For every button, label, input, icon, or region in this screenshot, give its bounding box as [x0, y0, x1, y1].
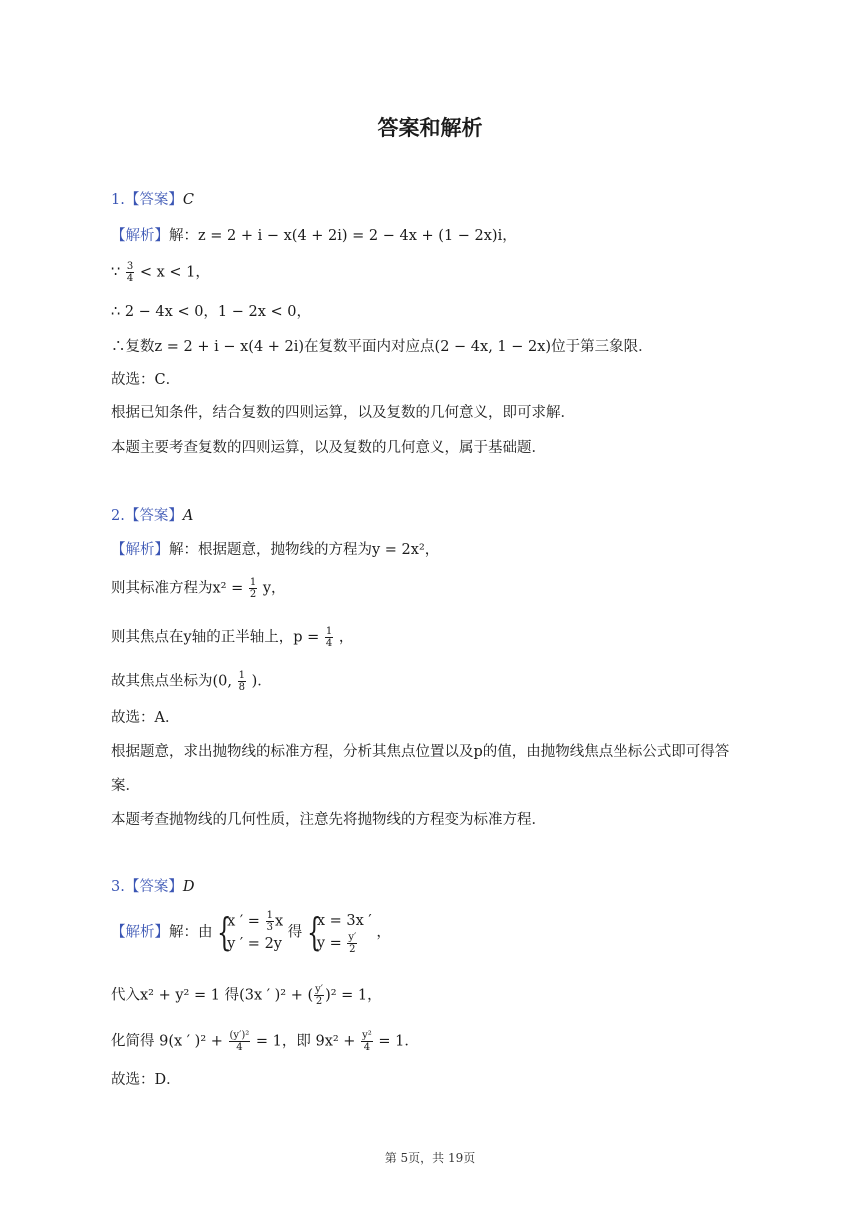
q1-analysis-line-4: ∴复数z = 2 + i − x(4 + 2i)在复数平面内对应点(2 − 4x, 1 − 2x)位于第三象限．	[111, 339, 653, 355]
q1-analysis-line-3: ∴ 2 − 4x < 0，1 − 2x < 0，	[111, 304, 312, 320]
q3-answer-line	[111, 877, 194, 897]
system-row	[317, 932, 372, 955]
system-row: x = 3x ′	[316, 913, 372, 929]
page-title: 答案和解析	[377, 116, 483, 140]
q3-l2-pre: 代入x² + y² = 1 得(3x ′ )² + (	[111, 987, 314, 1004]
q2-l4-pre: 故其焦点坐标为(0,	[111, 673, 232, 690]
fraction	[347, 932, 357, 955]
fraction-numerator: y′	[348, 932, 357, 943]
fraction-denominator: 2	[249, 589, 257, 600]
q2-answer-value: A	[182, 508, 194, 524]
q2-l4-post: )．	[251, 673, 272, 690]
fraction	[325, 626, 333, 649]
system-text: y =	[316, 935, 342, 952]
q1-analysis-line-6: 根据已知条件，结合复数的四则运算，以及复数的几何意义，即可求解．	[111, 405, 575, 421]
q2-analysis-line-5: 故选：A．	[111, 710, 180, 726]
system-row: y ′ = 2y	[227, 936, 282, 952]
fraction	[126, 261, 134, 284]
brace-icon: {	[217, 910, 232, 954]
q2-analysis-line-3	[111, 626, 353, 649]
fraction-numerator: 1	[238, 670, 245, 681]
q2-analysis-line-8: 本题考查抛物线的几何性质，注意先将抛物线的方程变为标准方程．	[111, 812, 546, 828]
q2-l3-pre: 则其焦点在y轴的正半轴上，p =	[111, 629, 320, 646]
q1-analysis-line-5: 故选：C．	[111, 372, 181, 388]
equation-system-1	[217, 910, 283, 955]
q2-analysis-line-1	[111, 540, 439, 560]
fraction-denominator: 3	[266, 922, 273, 933]
fraction-denominator: 4	[236, 1042, 243, 1053]
fraction-numerator: 3	[126, 261, 134, 272]
q2-analysis-line-6: 根据题意，求出抛物线的标准方程，分析其焦点位置以及p的值，由抛物线焦点坐标公式即可得答	[111, 744, 730, 760]
q3-analysis-tag: 【解析】	[111, 924, 169, 941]
q2-l2-post: y，	[262, 580, 286, 597]
q2-analysis-text-1: 解：根据题意，抛物线的方程为y = 2x²，	[169, 542, 440, 558]
system-text: x ′ =	[227, 913, 260, 930]
fraction-denominator: 4	[363, 1042, 371, 1053]
fraction-numerator: y′	[315, 984, 324, 995]
system-row	[227, 910, 283, 933]
q3-analysis-line-2	[111, 984, 382, 1007]
brace-icon: {	[306, 910, 322, 954]
q3-l1-pre: 解：由	[169, 924, 213, 941]
fraction	[238, 670, 246, 693]
q3-answer-value: D	[182, 879, 195, 895]
q2-analysis-line-4	[111, 670, 272, 693]
q3-l3-mid: = 1，即 9x² +	[255, 1033, 356, 1050]
q3-answer-label: 3.【答案】	[111, 879, 183, 895]
fraction-numerator: 1	[266, 910, 273, 921]
fraction	[266, 910, 274, 933]
q3-analysis-line-1	[111, 910, 391, 955]
fraction-denominator: 2	[315, 996, 323, 1007]
q1-l2-post: < x < 1，	[139, 264, 210, 281]
equation-system-2	[307, 910, 372, 955]
fraction	[361, 1030, 373, 1053]
fraction	[249, 577, 257, 600]
q1-analysis-tag: 【解析】	[111, 228, 169, 244]
q1-analysis-line-1	[111, 226, 517, 246]
q3-analysis-line-4: 故选：D．	[111, 1072, 181, 1088]
q1-analysis-text-1: 解：z = 2 + i − x(4 + 2i) = 2 − 4x + (1 − 2x)i，	[169, 228, 517, 244]
q1-answer-line	[111, 190, 194, 210]
q2-answer-line	[111, 506, 193, 526]
q2-l2-pre: 则其标准方程为x² =	[111, 580, 244, 597]
q2-analysis-line-2	[111, 577, 286, 600]
fraction-denominator: 8	[238, 682, 245, 693]
q3-l2-post: )² = 1，	[325, 987, 382, 1004]
q3-l3-pre: 化简得 9(x ′ )² +	[111, 1033, 223, 1050]
fraction	[314, 984, 324, 1007]
q1-l2-pre: ∵	[111, 264, 121, 281]
system-text: x	[274, 913, 284, 930]
q2-answer-label: 2.【答案】	[111, 508, 183, 524]
q2-analysis-line-7: 案．	[111, 778, 140, 794]
q2-analysis-tag: 【解析】	[111, 542, 169, 558]
fraction-numerator: 1	[325, 626, 333, 637]
q3-l3-post: = 1．	[378, 1033, 419, 1050]
fraction-numerator: 1	[249, 577, 257, 588]
page-footer: 第 5页，共 19页	[384, 1151, 476, 1165]
q3-analysis-line-3	[111, 1030, 419, 1053]
q1-analysis-line-2	[111, 261, 210, 284]
q1-analysis-line-7: 本题主要考查复数的四则运算，以及复数的几何意义，属于基础题．	[111, 440, 546, 456]
q3-l1-mid: 得	[287, 924, 303, 941]
q1-answer-value: C	[182, 192, 194, 208]
fraction-denominator: 4	[126, 273, 134, 284]
fraction-numerator: (y′)²	[229, 1030, 250, 1041]
fraction-denominator: 4	[325, 638, 333, 649]
q3-l1-post: ，	[376, 924, 391, 941]
q2-l3-post: ，	[338, 629, 354, 646]
fraction	[229, 1030, 251, 1053]
fraction-denominator: 2	[349, 944, 356, 955]
q1-answer-label: 1.【答案】	[111, 192, 183, 208]
fraction-numerator: y²	[362, 1030, 372, 1041]
